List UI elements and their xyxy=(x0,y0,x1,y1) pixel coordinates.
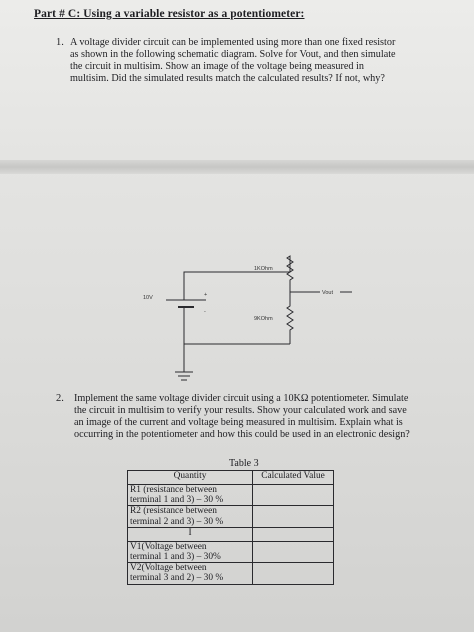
quantity-line: V2(Voltage between xyxy=(130,563,207,574)
quantity-line: R2 (resistance between xyxy=(130,506,217,517)
table-row xyxy=(128,485,334,506)
quantity-line: V1(Voltage between xyxy=(130,541,207,552)
value-cell[interactable] xyxy=(253,485,334,506)
quantity-line: R1 (resistance between xyxy=(130,485,217,495)
value-cell[interactable] xyxy=(253,527,334,541)
r1-label: 1KOhm xyxy=(254,266,273,272)
question-2-line: the circuit in multisim to verify your results. Show your calculated work and save xyxy=(74,405,407,416)
vout-label: Vout xyxy=(322,290,334,296)
question-2-number: 2. xyxy=(56,393,64,404)
value-cell[interactable] xyxy=(253,541,334,562)
quantity-cell xyxy=(128,527,253,541)
quantity-cell xyxy=(128,485,253,506)
table-row xyxy=(128,563,334,584)
resistor-r2-symbol xyxy=(287,292,293,344)
table-row xyxy=(128,506,334,527)
quantity-cell xyxy=(128,541,253,562)
quantity-cell xyxy=(128,563,253,584)
table-row xyxy=(128,527,334,541)
top-wire xyxy=(184,258,290,300)
quantity-line: I xyxy=(188,527,192,538)
question-1-number: 1. xyxy=(56,37,64,48)
question-1-line: multisim. Did the simulated results match the calculated results? If not, why? xyxy=(70,73,385,84)
question-1-line: as shown in the following schematic diagram. Solve for Vout, and then simulate xyxy=(70,49,396,60)
quantity-line: terminal 3 and 2) – 30 % xyxy=(130,573,224,584)
header-calculated-value: Calculated Value xyxy=(253,471,334,485)
quantity-line: terminal 2 and 3) – 30 % xyxy=(130,516,224,527)
value-cell[interactable] xyxy=(253,563,334,584)
header-quantity: Quantity xyxy=(128,471,253,485)
question-2-line: Implement the same voltage divider circuit using a 10KΩ potentiometer. Simulate xyxy=(74,393,409,404)
question-1-line: A voltage divider circuit can be implemented using more than one fixed resistor xyxy=(70,37,396,48)
quantity-table xyxy=(127,470,334,585)
bottom-wire xyxy=(184,324,290,344)
source-voltage-label: 10V xyxy=(143,295,153,301)
table-row xyxy=(128,541,334,562)
question-2-line: an image of the current and voltage being measured in multisim. Explain what is xyxy=(74,417,403,428)
question-2-text xyxy=(74,393,410,441)
question-2-line: occurring in the potentiometer and how this could be used in an electronic design? xyxy=(74,429,410,440)
source-plus-label: + xyxy=(204,292,208,298)
source-minus-label: - xyxy=(204,309,206,315)
quantity-line: terminal 1 and 3) – 30 % xyxy=(130,495,224,506)
table-caption: Table 3 xyxy=(229,458,259,469)
question-1-line: the circuit in multisim. Show an image of the voltage being measured in xyxy=(70,61,364,72)
r2-label: 9KOhm xyxy=(254,316,273,322)
quantity-line: terminal 1 and 3) – 30% xyxy=(130,552,221,563)
value-cell[interactable] xyxy=(253,506,334,527)
quantity-cell xyxy=(128,506,253,527)
part-title: Part # C: Using a variable resistor as a potentiometer: xyxy=(34,8,305,20)
table-header-row xyxy=(128,471,334,485)
